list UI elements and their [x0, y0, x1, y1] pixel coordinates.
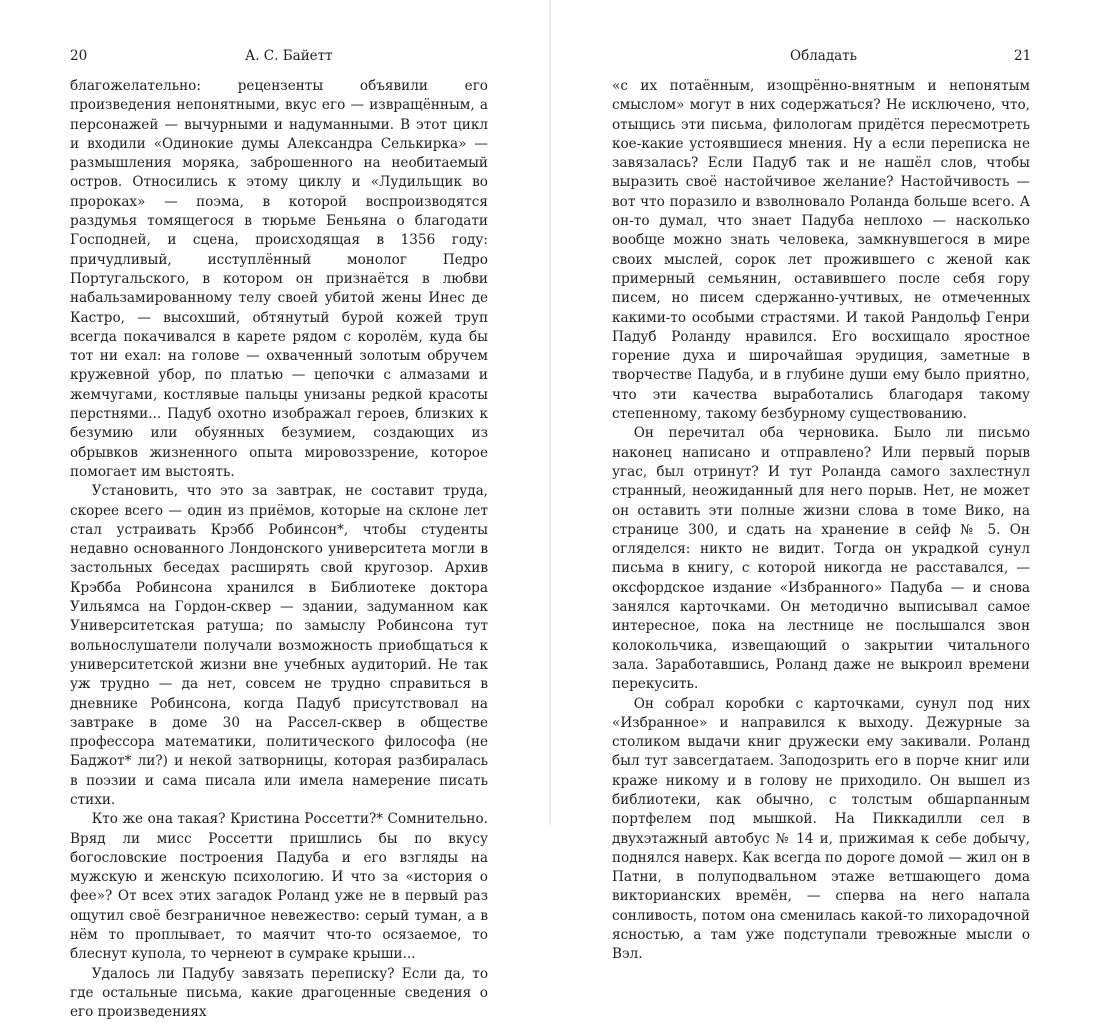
running-head-author: А. С. Байетт: [245, 48, 333, 64]
page-number: 21: [1014, 48, 1032, 64]
paragraph: Установить, что это за завтрак, не составит труда, скорее всего — один из приёмов, которые на склоне лет стал устраивать Крэбб Робинсон*, чтобы студенты недавно основанного Лондонского университета могли в застольных беседах расширять свой кругозор. Архив Крэбба Робинсона хранился в Библиотеке доктора Уильямса на Гордон-сквер — здании, задуманном как Университетская ратуша; по замыслу Робинсона тут вольнослушатели получали возможность приобщаться к университетской жизни вне учебных аудиторий. Не так уж трудно — да нет, совсем не трудно справиться в дневнике Робинсона, когда Падуб присутствовал на завтраке в доме 30 на Рассел-сквер в обществе профессора математики, политического философа (не Баджот* ли?) и некой затворницы, которая разбиралась в поэзии и сама писала или имела намерение писать стихи.: [70, 483, 488, 808]
paragraph: Он собрал коробки с карточками, сунул под них «Избранное» и направился к выходу. Дежурные за столиком выдачи книг дружески ему закивали. Роланд был тут завсегдатаем. Заподозрить его в порче книг или краже никому и в голову не приходило. Он вышел из библиотеки, как обычно, с толстым обшарпанным портфелем под мышкой. На Пиккадилли сел в двухэтажный автобус № 14 и, прижимая к себе добычу, поднялся наверх. Как всегда по дороге домой — жил он в Патни, в полуподвальном этаже ветшающего дома викторианских времён, — сперва на него напала сонливость, потом она сменилась какой-то лихорадочной ясностью, а там уже подступали тревожные мысли о Вэл.: [612, 695, 1030, 963]
left-page: [0, 0, 550, 1021]
body-text: [70, 77, 488, 1023]
paragraph: Кто же она такая? Кристина Россетти?* Сомнительно. Вряд ли мисс Россетти пришлись бы по вкусу богословские построения Падуба и его взгляды на мужскую и женскую психологию. И что за «история о фее»? От всех этих загадок Роланд уже не в первый раз ощутил своё безграничное невежество: серый туман, а в нём то проплывает, то маячит что-то осязаемое, то блеснут купола, то чернеют в сумраке крыши...: [70, 811, 488, 963]
paragraph: «с их потаённым, изощрённо-внятным и непонятым смыслом» могут в них содержаться? Не исключено, что, отыщись эти письма, филологам придётся пересмотреть кое-какие устоявшиеся мнения. Ну а если переписка не завязалась? Если Падуб так и не нашёл слов, чтобы выразить своё настойчивое желание? Настойчивость — вот что поразило и взволновало Роланда больше всего. А он-то думал, что знает Падуба неплохо — насколько вообще можно знать человека, замкнувшегося в мире своих мыслей, сорок лет прожившего с женой как примерный семьянин, оставившего после себя гору писем, но писем сдержанно-учтивых, не отмеченных какими-то особыми страстями. И такой Рандольф Генри Падуб Роланду нравился. Его восхищало яростное горение духа и широчайшая эрудиция, заметные в творчестве Падуба, и в глубине души ему было приятно, что эти качества выработались благодаря такому степенному, такому безбурному существованию.: [612, 78, 1030, 423]
page-number: 20: [70, 48, 88, 64]
paragraph: Он перечитал оба черновика. Было ли письмо наконец написано и отправлено? Или первый порыв угас, был отринут? И тут Роланда самого захлестнул странный, неожиданный для него порыв. Нет, не может он оставить эти полные жизни слова в томе Вико, на странице 300, и сдать на хранение в сейф № 5. Он огляделся: никто не видит. Тогда он украдкой сунул письма в книгу, с которой никогда не расставался, — оксфордское издание «Избранного» Падуба — и снова занялся карточками. Он методично выписывал самое интересное, пока на лестнице не послышался звон колокольчика, извещающий о закрытии читального зала. Заработавшись, Роланд даже не выкроил времени перекусить.: [612, 425, 1030, 693]
body-text: [612, 77, 1030, 965]
paragraph: Удалось ли Падубу завязать переписку? Если да, то где остальные письма, какие драгоценные сведения о его произведениях: [70, 965, 488, 1021]
running-head-title: Обладать: [790, 48, 857, 64]
right-page: [550, 0, 1100, 963]
paragraph: благожелательно: рецензенты объявили его произведения непонятными, вкус его — извращённым, а персонажей — вычурными и надуманными. В этот цикл и входили «Одинокие думы Александра Селькирка» — размышления моряка, заброшенного на необитаемый остров. Относились к этому циклу и «Лудильщик во пророках» — поэма, в которой воспроизводятся раздумья томящегося в тюрьме Беньяна о благодати Господней, и сцена, происходящая в 1356 году: причудливый, исступлённый монолог Педро Португальского, в котором он признаётся в любви набальзамированному телу своей убитой жены Инес де Кастро, — высохший, обтянутый бурой кожей труп всегда покачивался в карете рядом с королём, куда бы тот ни ехал: на голове — охваченный золотым обручем кружевной убор, по платью — цепочки с алмазами и жемчугами, костлявые пальцы унизаны редкой красоты перстнями... Падуб охотно изображал героев, близких к безумию или обуянных безумием, создающих из обрывков жизненного опыта мировоззрение, которое помогает им выстоять.: [70, 78, 488, 480]
